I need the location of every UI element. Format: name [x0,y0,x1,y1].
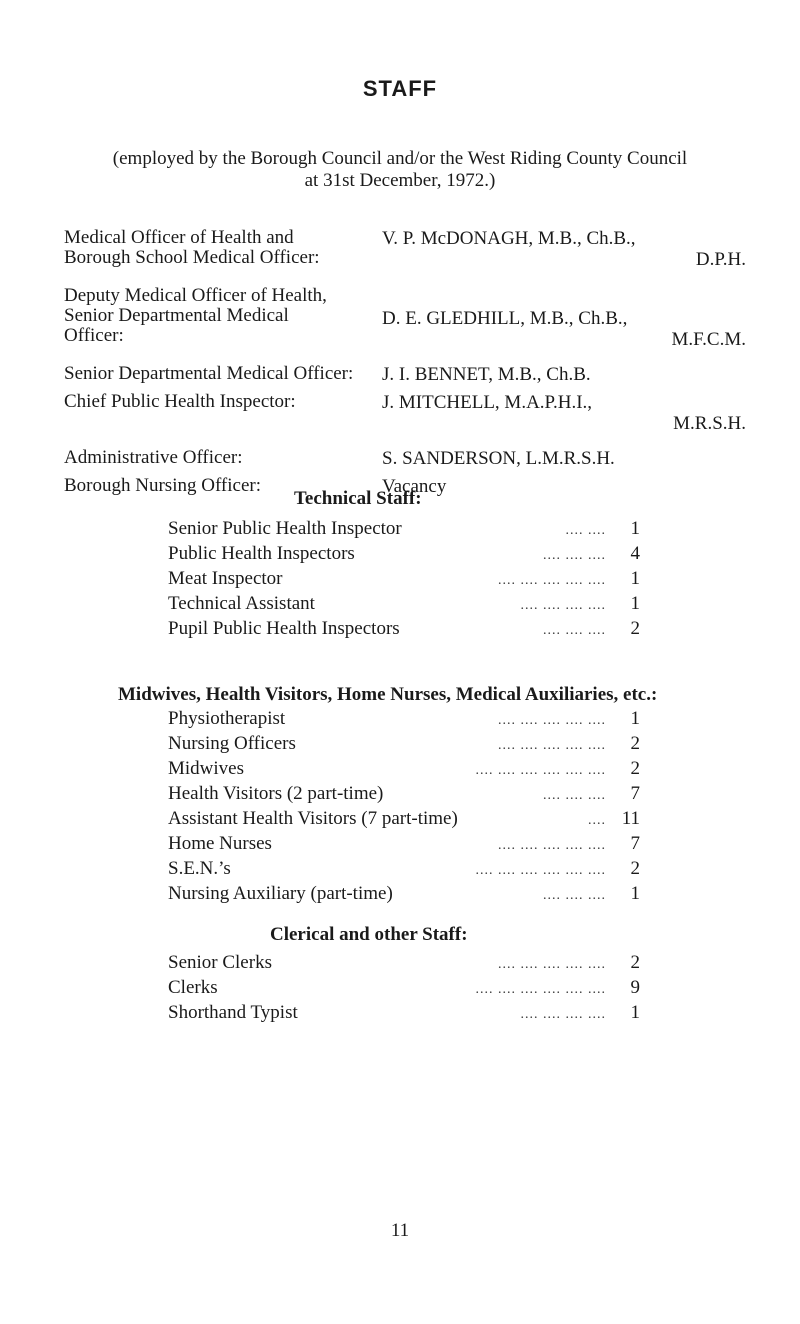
item-count: 1 [630,593,640,614]
officer-role-line: Officer: [64,325,124,346]
item-count: 9 [630,977,640,998]
leader-dots: .... .... .... .... .... [498,838,606,853]
officer-role-line: Medical Officer of Health and [64,227,294,248]
item-label: Senior Public Health Inspector [168,518,402,539]
officer-role [64,286,384,346]
officer-name [382,476,746,497]
item-label: Nursing Auxiliary (part-time) [168,883,393,904]
item-label: Midwives [168,758,244,779]
leader-dots: .... .... .... .... [520,598,606,613]
subtitle-line-2: at 31st December, 1972.) [304,170,496,191]
clerical-staff-list [168,950,640,1025]
list-item [168,831,640,856]
officer-role-line: Senior Departmental Medical [64,305,289,326]
leader-dots: .... .... .... .... .... .... [475,763,606,778]
list-item [168,566,640,591]
leader-dots: .... .... .... .... .... [498,957,606,972]
leader-dots: .... .... .... .... .... [498,738,606,753]
officer-name-line: J. MITCHELL, M.A.P.H.I., [382,392,593,413]
officer-name [382,364,746,385]
item-count: 2 [630,858,640,879]
leader-dots: .... .... .... [543,788,606,803]
officer-name-line: D. E. GLEDHILL, M.B., Ch.B., [382,308,628,329]
item-count: 2 [630,758,640,779]
page-title: STAFF [362,76,438,101]
officer-name-line: Vacancy [382,476,447,497]
item-label: Assistant Health Visitors (7 part-time) [168,808,458,829]
officer-role-line: Chief Public Health Inspector: [64,391,296,412]
item-count: 2 [630,733,640,754]
officer-role [64,448,384,468]
item-count: 1 [630,568,640,589]
officer-name [382,308,746,350]
midwives-list [168,706,640,906]
item-count: 2 [630,618,640,639]
officer-name-line: M.R.S.H. [673,413,746,434]
item-label: Home Nurses [168,833,272,854]
leader-dots: .... .... .... .... .... [498,573,606,588]
item-label: Shorthand Typist [168,1002,298,1023]
item-count: 1 [630,708,640,729]
list-item [168,616,640,641]
item-label: Technical Assistant [168,593,315,614]
officer-name-line: S. SANDERSON, L.M.R.S.H. [382,448,615,469]
list-item [168,950,640,975]
officer-role-line: Borough School Medical Officer: [64,247,320,268]
leader-dots: .... .... .... .... [520,1007,606,1022]
item-label: Pupil Public Health Inspectors [168,618,400,639]
list-item [168,781,640,806]
item-label: Meat Inspector [168,568,283,589]
item-label: S.E.N.’s [168,858,231,879]
list-item [168,856,640,881]
item-label: Health Visitors (2 part-time) [168,783,384,804]
leader-dots: .... .... .... [543,888,606,903]
list-item [168,1000,640,1025]
midwives-heading: Midwives, Health Visitors, Home Nurses, Medical Auxiliaries, etc.: [118,684,658,705]
list-item [168,756,640,781]
item-count: 1 [630,518,640,539]
item-label: Physiotherapist [168,708,286,729]
officer-name-line: J. I. BENNET, M.B., Ch.B. [382,364,591,385]
officer-name [382,448,746,469]
officer-name [382,228,746,270]
item-label: Senior Clerks [168,952,272,973]
item-label: Public Health Inspectors [168,543,355,564]
leader-dots: .... .... .... [543,623,606,638]
item-label: Clerks [168,977,218,998]
item-count: 4 [630,543,640,564]
list-item [168,541,640,566]
officer-role-line: Deputy Medical Officer of Health, [64,285,327,306]
officer-role-line: Administrative Officer: [64,447,243,468]
leader-dots: .... .... .... .... .... .... [475,863,606,878]
technical-staff-heading: Technical Staff: [294,488,422,509]
leader-dots: .... .... [565,523,606,538]
list-item [168,706,640,731]
list-item [168,806,640,831]
list-item [168,591,640,616]
item-count: 7 [630,833,640,854]
leader-dots: .... .... .... .... .... [498,713,606,728]
officer-name-line: D.P.H. [695,249,746,270]
list-item [168,881,640,906]
list-item [168,516,640,541]
leader-dots: .... .... .... [543,548,606,563]
leader-dots: .... [588,813,606,828]
officer-role [64,392,384,412]
subtitle-line-1: (employed by the Borough Council and/or the West Riding County Council [112,148,688,169]
list-item [168,975,640,1000]
officer-name-line: V. P. McDONAGH, M.B., Ch.B., [382,228,636,249]
page-number: 11 [390,1220,410,1241]
list-item [168,731,640,756]
item-count: 1 [630,1002,640,1023]
officer-role [64,228,384,268]
officer-name [382,392,746,434]
officer-name-line: M.F.C.M. [671,329,746,350]
leader-dots: .... .... .... .... .... .... [475,982,606,997]
item-count: 2 [630,952,640,973]
officer-role-line: Senior Departmental Medical Officer: [64,363,354,384]
item-label: Nursing Officers [168,733,296,754]
item-count: 7 [630,783,640,804]
item-count: 1 [630,883,640,904]
officer-role [64,364,394,384]
officer-role-line: Borough Nursing Officer: [64,475,262,496]
clerical-staff-heading: Clerical and other Staff: [270,924,468,945]
technical-staff-list [168,516,640,641]
item-count: 11 [621,808,640,829]
page-subtitle [0,148,800,192]
